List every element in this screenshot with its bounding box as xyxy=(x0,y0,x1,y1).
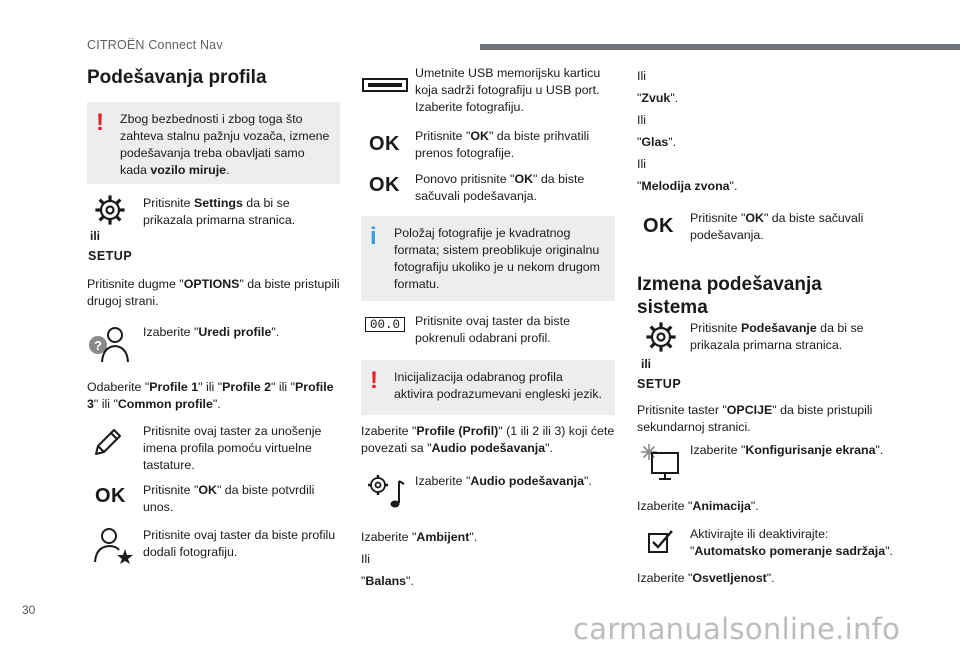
or-label: Ili xyxy=(637,113,646,127)
svg-text:?: ? xyxy=(94,338,102,353)
option-melodija: "Melodija zvona". xyxy=(637,179,738,193)
warning-exclamation-icon: ! xyxy=(96,109,104,136)
step-insert-usb: Umetnite USB memorijsku karticu koja sadrži fotografiju u USB port. Izaberite fotografiju. xyxy=(415,66,601,114)
edit-profile-icon xyxy=(88,325,130,363)
reset-counter-button-icon: 00.0 xyxy=(365,317,405,332)
setup-label: SETUP xyxy=(637,377,682,391)
step-add-photo: Pritisnite ovaj taster da biste profilu dodali fotografiju. xyxy=(143,528,336,559)
section-title-profiles: Podešavanja profila xyxy=(87,67,267,88)
step-run-profile: Pritisnite ovaj taster da biste pokrenuli odabrani profil. xyxy=(415,314,570,345)
or-label: Ili xyxy=(637,157,646,171)
header-brand: CITROËN Connect Nav xyxy=(87,38,223,52)
step-edit-profile: Izaberite "Uredi profile". xyxy=(143,325,280,339)
step-ok-confirm: Pritisnite "OK" da biste potvrdili unos. xyxy=(143,483,315,514)
step-activate-scroll: Aktivirajte ili deaktivirajte: "Automatsko pomeranje sadržaja". xyxy=(690,527,893,558)
step-animacija: Izaberite "Animacija". xyxy=(637,499,759,513)
step-keyboard: Pritisnite ovaj taster za unošenje imena profila pomoću virtuelne tastature. xyxy=(143,424,322,472)
step-press-opcije: Pritisnite taster "OPCIJE" da biste pristupili sekundarnoj stranici. xyxy=(637,403,873,434)
option-balance: "Balans". xyxy=(361,574,414,588)
ok-icon: OK xyxy=(643,215,674,237)
step-ambient: Izaberite "Ambijent". xyxy=(361,530,478,544)
step-press-settings: Pritisnite Settings da bi se prikazala primarna stranica. xyxy=(143,196,296,227)
pencil-icon xyxy=(92,426,122,458)
or-label: Ili xyxy=(361,552,370,566)
screen-config-icon xyxy=(640,443,680,481)
ok-icon: OK xyxy=(369,133,400,155)
safety-warning-note: ! Zbog bezbednosti i zbog toga što zahteva stalnu pažnju vozača, izmene podešavanja treba obavljati samo kada vozilo miruje. xyxy=(87,102,340,184)
or-label: ili xyxy=(90,229,101,243)
step-ok-save: Pritisnite "OK" da biste sačuvali podešavanja. xyxy=(690,211,864,242)
step-ok-transfer: Pritisnite "OK" da biste prihvatili prenos fotografije. xyxy=(415,129,590,160)
step-audio-settings: Izaberite "Audio podešavanja". xyxy=(415,474,592,488)
add-photo-profile-icon xyxy=(92,526,134,564)
info-icon: i xyxy=(370,223,377,250)
warning-exclamation-icon: ! xyxy=(370,367,378,394)
audio-settings-icon xyxy=(366,473,406,511)
page-number: 30 xyxy=(22,603,36,617)
step-screen-config: Izaberite "Konfigurisanje ekrana". xyxy=(690,443,884,457)
option-glas: "Glas". xyxy=(637,135,677,149)
option-zvuk: "Zvuk". xyxy=(637,91,679,105)
settings-gear-icon xyxy=(646,322,676,352)
settings-gear-icon xyxy=(95,195,125,225)
step-press-settings: Pritisnite Podešavanje da bi se prikazala primarna stranica. xyxy=(690,321,864,352)
section-title-system: Izmena podešavanja sistema xyxy=(637,274,822,318)
step-osvetljenost: Izaberite "Osvetljenost". xyxy=(637,571,775,585)
usb-port-icon xyxy=(362,78,408,92)
step-select-profile: Odaberite "Profile 1" ili "Profile 2" ili "Profile 3" ili "Common profile". xyxy=(87,380,334,411)
photo-format-info-note: i Položaj fotografije je kvadratnog formata; sistem preoblikuje originalnu fotografiju ukoliko je u nekom drugom formatu. xyxy=(361,216,615,301)
setup-label: SETUP xyxy=(88,249,133,263)
header-bar xyxy=(480,44,960,50)
english-language-warning-note: ! Inicijalizacija odabranog profila aktivira podrazumevani engleski jezik. xyxy=(361,360,615,415)
ok-icon: OK xyxy=(369,174,400,196)
or-label: ili xyxy=(641,357,652,371)
step-press-options: Pritisnite dugme "OPTIONS" da biste pristupili drugoj strani. xyxy=(87,277,340,308)
or-label: Ili xyxy=(637,69,646,83)
checkbox-icon xyxy=(648,529,674,553)
step-ok-save: Ponovo pritisnite "OK" da biste sačuvali podešavanja. xyxy=(415,172,585,203)
watermark: carmanualsonline.info xyxy=(573,612,901,646)
ok-icon: OK xyxy=(95,485,126,507)
step-profile-audio: Izaberite "Profile (Profil)" (1 ili 2 ili 3) koji ćete povezati sa "Audio podešavanja". xyxy=(361,424,615,455)
